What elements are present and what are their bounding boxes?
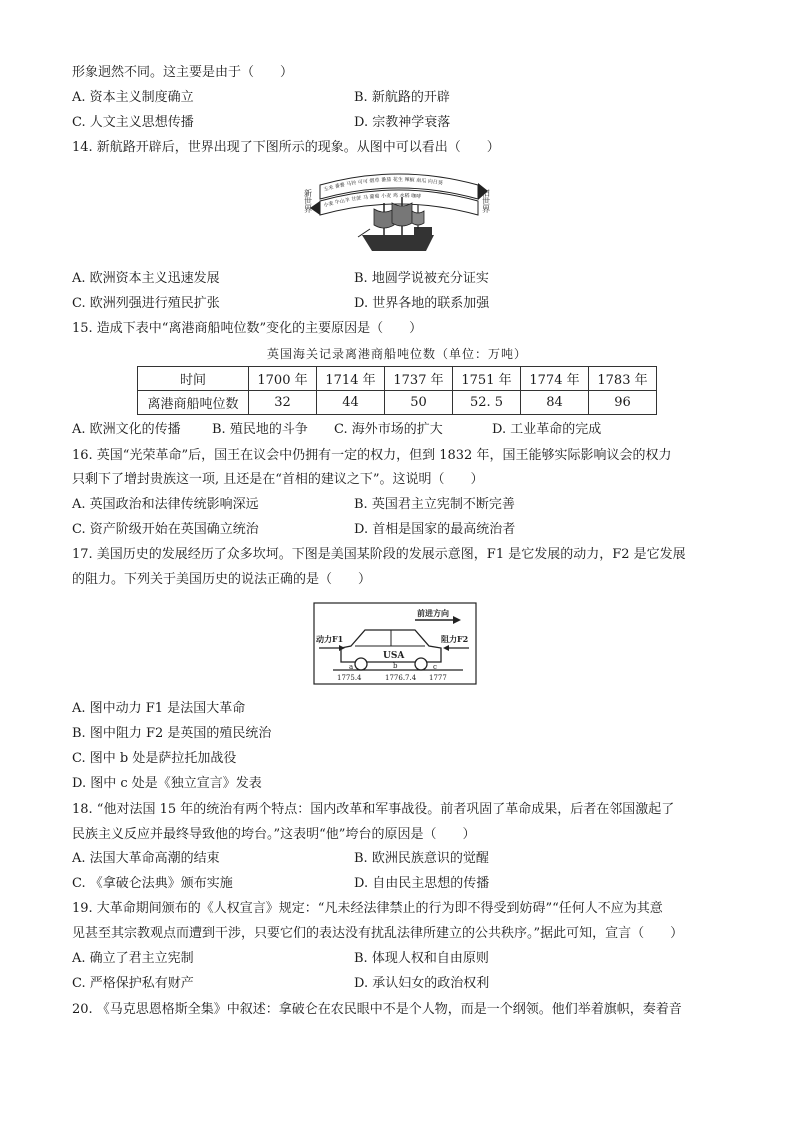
table-cell: 44 — [317, 391, 385, 415]
q18-option-b[interactable]: B. 欧洲民族意识的觉醒 — [354, 851, 489, 866]
top-arc-label: 玉米 番薯 马铃 可可 烟草 番茄 花生 辣椒 南瓜 向日葵 — [323, 176, 444, 193]
columbian-exchange-figure — [302, 163, 494, 259]
q19-option-d[interactable]: D. 承认妇女的政治权利 — [354, 976, 490, 991]
q14-stem: 14. 新航路开辟后，世界出现了下图所示的现象。从图中可以看出（ ） — [72, 140, 500, 155]
table-row — [138, 367, 657, 391]
bottom-arc-label: 小麦 牛山羊 甘蔗 马 葡萄 小麦 鸡 水稻 咖啡 — [323, 192, 422, 209]
table-cell: 1700 年 — [249, 367, 317, 391]
q19-stem-line2: 见甚至其宗教观点而遭到干涉，只要它们的表达没有扰乱法律所建立的公共秩序。”据此可知，宣言（ ） — [72, 926, 684, 941]
date-1: 1775.4 — [337, 674, 362, 682]
q13-option-c[interactable]: C. 人文主义思想传播 — [72, 115, 194, 130]
q15-option-a[interactable]: A. 欧洲文化的传播 — [72, 422, 181, 437]
table-cell: 1737 年 — [385, 367, 453, 391]
q16-stem-line2: 只剩下了增封贵族这一项, 且还是在“首相的建议之下”。这说明（ ） — [72, 472, 484, 487]
mark-c: c — [433, 663, 437, 671]
q15-option-c[interactable]: C. 海外市场的扩大 — [334, 422, 443, 437]
q17-option-b[interactable]: B. 图中阻力 F2 是英国的殖民统治 — [72, 726, 272, 741]
q13-option-d[interactable]: D. 宗教神学衰落 — [354, 115, 451, 130]
table-cell: 1714 年 — [317, 367, 385, 391]
q16-stem-line1: 16. 英国“光荣革命”后，国王在议会中仍拥有一定的权力，但到 1832 年，国王能够实际影响议会的权力 — [72, 448, 672, 463]
usa-development-figure — [313, 602, 477, 686]
q18-option-a[interactable]: A. 法国大革命高潮的结束 — [72, 851, 220, 866]
q14-option-a[interactable]: A. 欧洲资本主义迅速发展 — [72, 271, 220, 286]
mark-b: b — [393, 662, 398, 670]
q14-option-c[interactable]: C. 欧洲列强进行殖民扩张 — [72, 296, 220, 311]
tonnage-table — [137, 366, 657, 415]
car-icon — [341, 630, 441, 670]
q14-option-d[interactable]: D. 世界各地的联系加强 — [354, 296, 490, 311]
table-cell: 50 — [385, 391, 453, 415]
table-cell: 96 — [589, 391, 657, 415]
mark-a: a — [349, 663, 354, 671]
force-f1-label: 动力F1 — [316, 634, 344, 644]
q16-option-d[interactable]: D. 首相是国家的最高统治者 — [354, 522, 516, 537]
q15-stem: 15. 造成下表中“离港商船吨位数”变化的主要原因是（ ） — [72, 321, 423, 336]
q18-stem-line2: 民族主义反应并最终导致他的垮台。”这表明“他”垮台的原因是（ ） — [72, 827, 476, 842]
q16-option-c[interactable]: C. 资产阶级开始在英国确立统治 — [72, 522, 259, 537]
q14-option-b[interactable]: B. 地圆学说被充分证实 — [354, 271, 489, 286]
q15-option-d[interactable]: D. 工业革命的完成 — [492, 422, 602, 437]
q18-stem-line1: 18. “他对法国 15 年的统治有两个特点：国内改革和军事战役。前者巩固了革命成果，后者在邻国激起了 — [72, 802, 675, 817]
q13-stem-tail: 形象迥然不同。这主要是由于（ ） — [72, 65, 294, 80]
car-label: USA — [383, 651, 405, 661]
table-cell: 1783 年 — [589, 367, 657, 391]
q17-option-c[interactable]: C. 图中 b 处是萨拉托加战役 — [72, 751, 237, 766]
q17-stem-line2: 的阻力。下列关于美国历史的说法正确的是（ ） — [72, 572, 372, 587]
table-row — [138, 391, 657, 415]
q19-option-c[interactable]: C. 严格保护私有财产 — [72, 976, 194, 991]
q17-option-d[interactable]: D. 图中 c 处是《独立宣言》发表 — [72, 776, 262, 791]
q19-option-a[interactable]: A. 确立了君主立宪制 — [72, 951, 194, 966]
q17-option-a[interactable]: A. 图中动力 F1 是法国大革命 — [72, 701, 246, 716]
table-caption: 英国海关记录离港商船吨位数（单位：万吨） — [266, 347, 527, 361]
q16-option-b[interactable]: B. 英国君主立宪制不断完善 — [354, 497, 515, 512]
q17-stem-line1: 17. 美国历史的发展经历了众多坎坷。下图是美国某阶段的发展示意图，F1 是它发展的动力，F2 是它发展 — [72, 547, 686, 562]
q19-option-b[interactable]: B. 体现人权和自由原则 — [354, 951, 489, 966]
force-f2-label: 阻力F2 — [441, 634, 469, 644]
q19-stem-line1: 19. 大革命期间颁布的《人权宣言》规定：“凡未经法律禁止的行为即不得受到妨碍”“任何人不应为其意 — [72, 901, 663, 916]
table-cell: 52. 5 — [453, 391, 521, 415]
q15-option-b[interactable]: B. 殖民地的斗争 — [212, 422, 308, 437]
table-cell: 84 — [521, 391, 589, 415]
q13-option-b[interactable]: B. 新航路的开辟 — [354, 90, 450, 105]
old-world-label: 旧世界 — [481, 189, 491, 213]
table-cell: 1774 年 — [521, 367, 589, 391]
date-3: 1777 — [429, 674, 447, 682]
table-cell: 离港商船吨位数 — [138, 391, 249, 415]
q20-stem-line1: 20. 《马克思恩格斯全集》中叙述：拿破仑在农民眼中不是个人物，而是一个纲领。他们举着旗帜，奏着音 — [72, 1002, 682, 1017]
date-2: 1776.7.4 — [385, 674, 417, 682]
table-cell: 32 — [249, 391, 317, 415]
q18-option-c[interactable]: C. 《拿破仑法典》颁布实施 — [72, 876, 233, 891]
table-cell: 时间 — [138, 367, 249, 391]
table-cell: 1751 年 — [453, 367, 521, 391]
direction-label: 前进方向 — [417, 608, 449, 618]
new-world-label: 新世界 — [303, 189, 313, 213]
q16-option-a[interactable]: A. 英国政治和法律传统影响深远 — [72, 497, 259, 512]
q18-option-d[interactable]: D. 自由民主思想的传播 — [354, 876, 490, 891]
q13-option-a[interactable]: A. 资本主义制度确立 — [72, 90, 194, 105]
